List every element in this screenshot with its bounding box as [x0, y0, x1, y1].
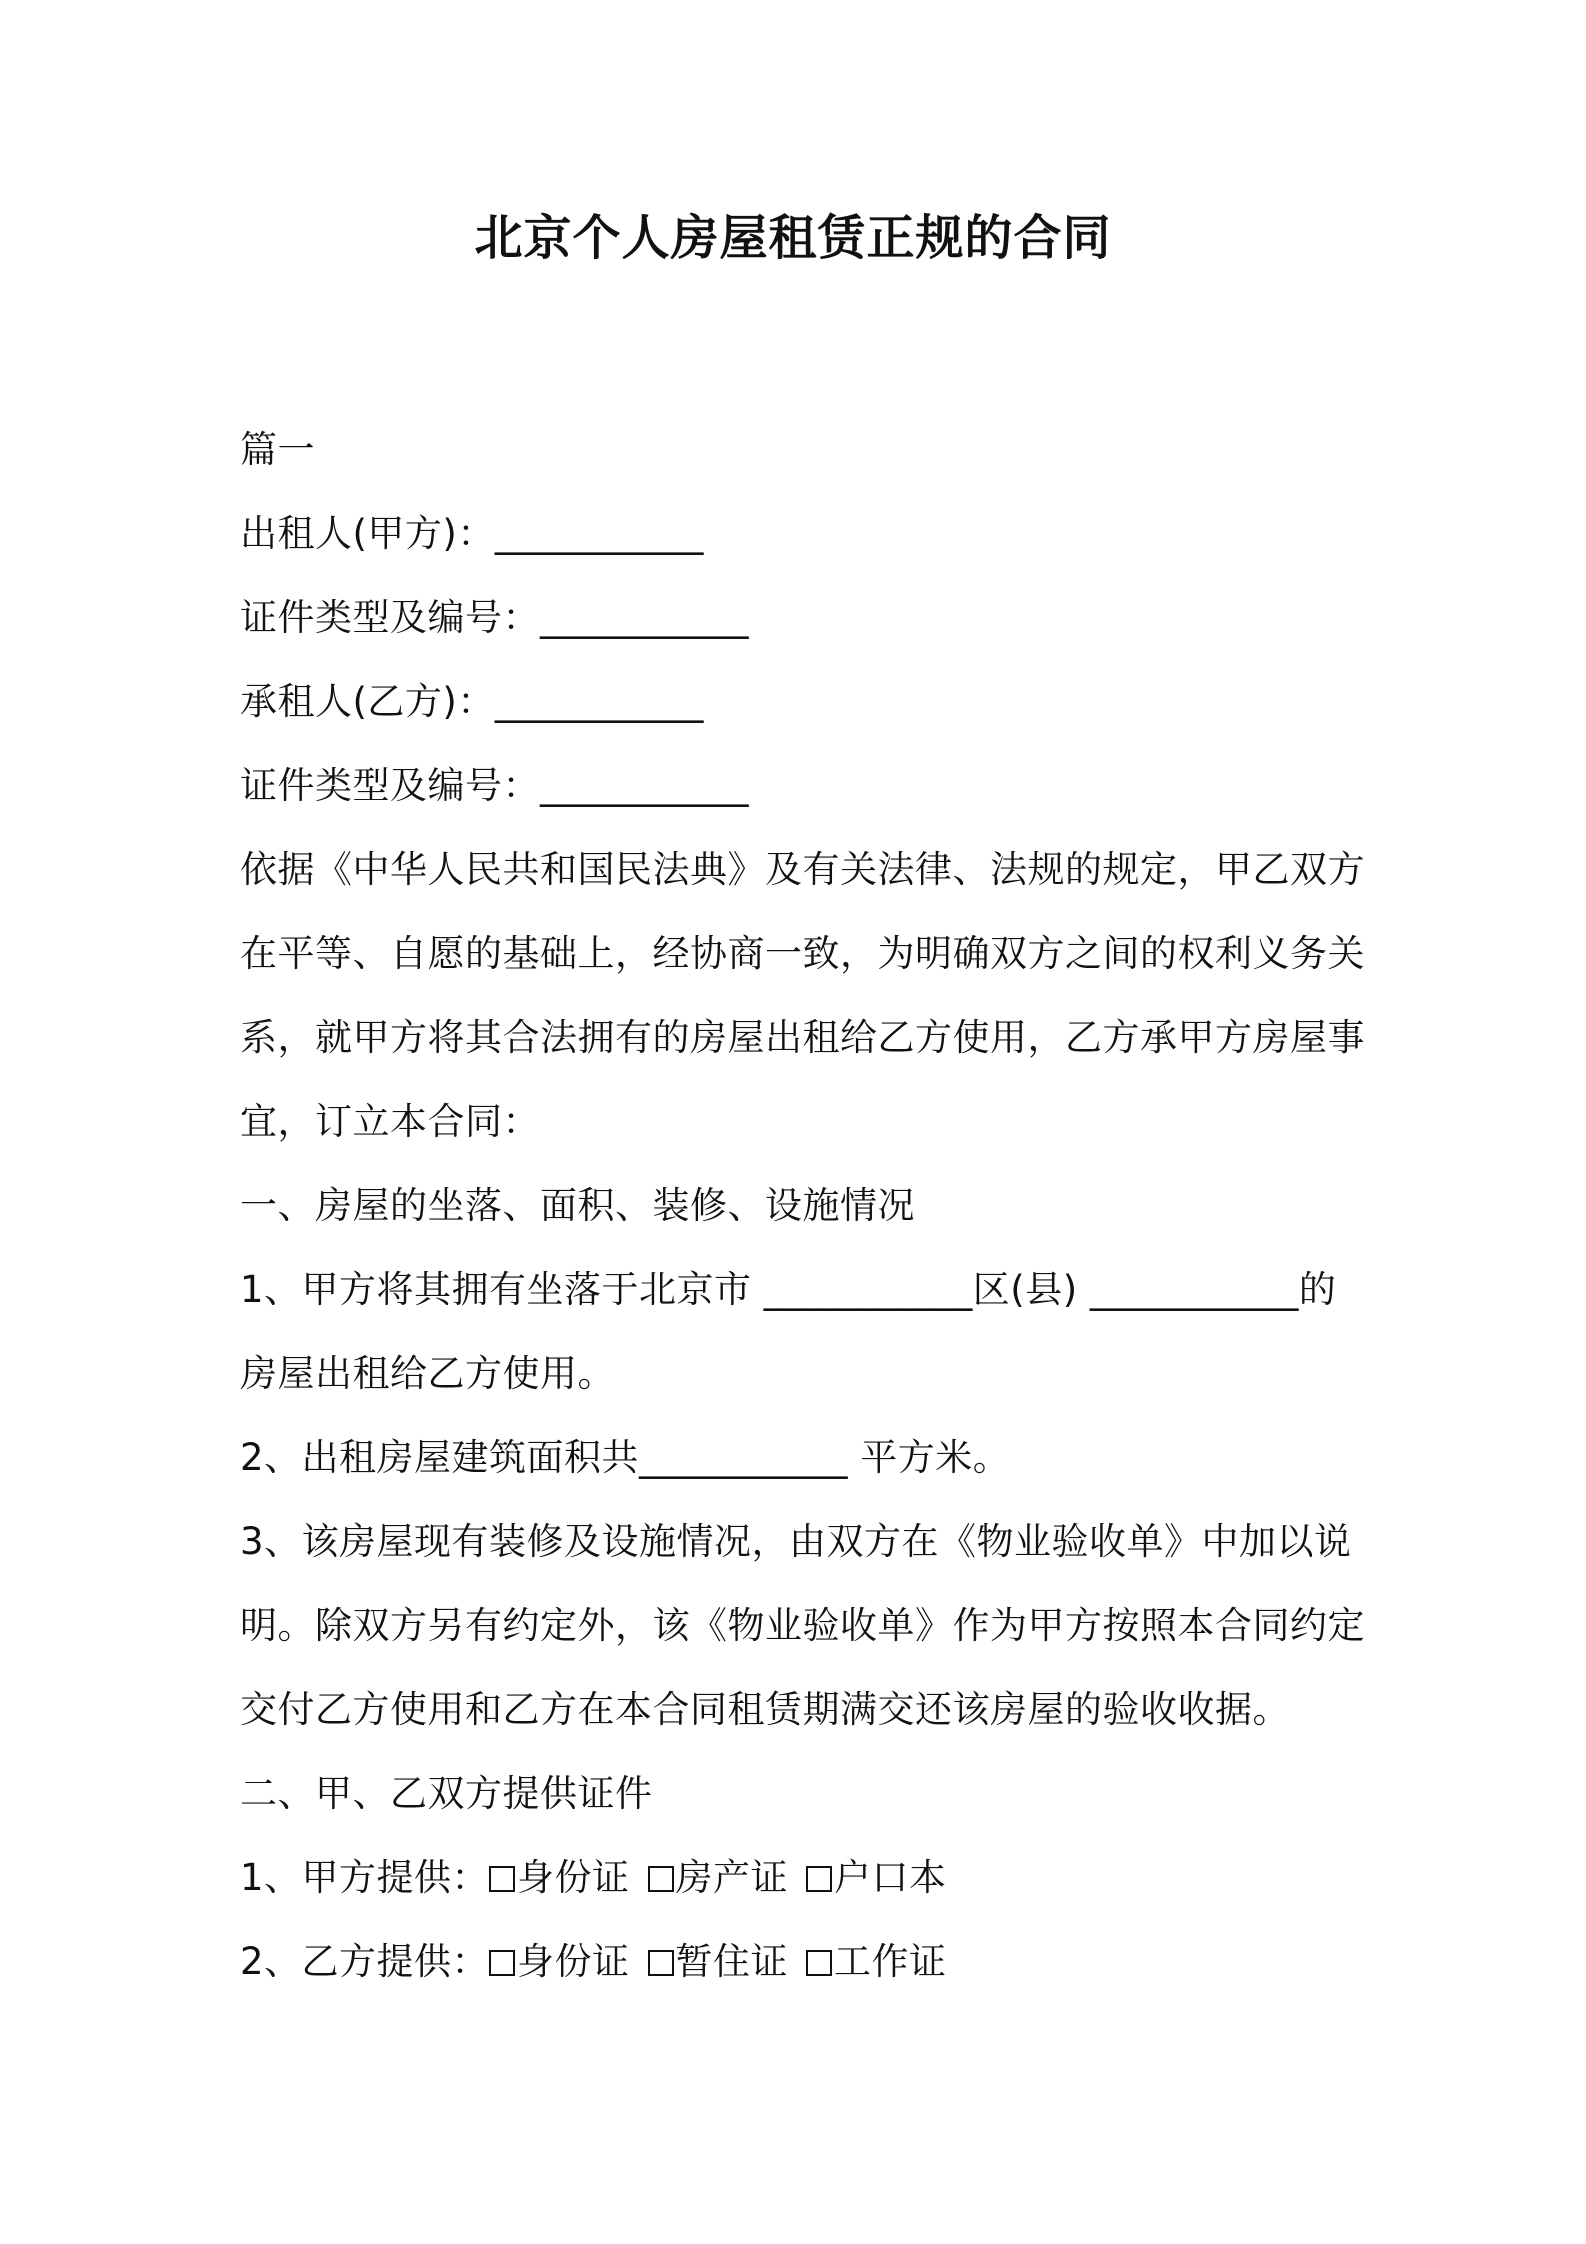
- party-b-documents: [240, 1920, 1352, 2004]
- lessor-field: 出租人(甲方)：___________: [240, 512, 704, 555]
- option-work-permit[interactable]: [806, 1940, 947, 1983]
- party-b-documents-label: 2、乙方提供：: [240, 1940, 490, 1983]
- clause-1-3-line-2: 明。除双方另有约定外，该《物业验收单》作为甲方按照本合同约定: [240, 1604, 1365, 1647]
- clause-1-3-line-3: 交付乙方使用和乙方在本合同租赁期满交还该房屋的验收收据。: [240, 1688, 1290, 1731]
- lessee-field: 承租人(乙方)：___________: [240, 680, 704, 723]
- lessor-id-field: 证件类型及编号：___________: [240, 596, 749, 639]
- option-temporary-residence-permit[interactable]: [648, 1940, 789, 1983]
- clause-1-2: 2、出租房屋建筑面积共___________ 平方米。: [240, 1436, 1011, 1479]
- option-property-certificate[interactable]: [648, 1856, 789, 1899]
- document-body: [240, 408, 1365, 2004]
- checkbox-icon[interactable]: [806, 1866, 832, 1892]
- option-household-register[interactable]: [806, 1856, 947, 1899]
- preamble-line-2: 在平等、自愿的基础上，经协商一致，为明确双方之间的权利义务关: [240, 932, 1365, 975]
- preamble-line-3: 系，就甲方将其合法拥有的房屋出租给乙方使用，乙方承甲方房屋事: [240, 1016, 1365, 1059]
- section-label: 篇一: [240, 428, 315, 471]
- checkbox-icon[interactable]: [648, 1950, 674, 1976]
- party-a-documents-label: 1、甲方提供：: [240, 1856, 490, 1899]
- heading-section-2: 二、甲、乙双方提供证件: [240, 1772, 653, 1815]
- option-id-card-a[interactable]: [489, 1856, 630, 1899]
- clause-1-3-line-1: 3、该房屋现有装修及设施情况，由双方在《物业验收单》中加以说: [240, 1520, 1352, 1563]
- checkbox-icon[interactable]: [489, 1950, 515, 1976]
- checkbox-icon[interactable]: [489, 1866, 515, 1892]
- party-a-documents: [240, 1836, 1352, 1920]
- option-label: 房产证: [675, 1856, 789, 1899]
- lessee-id-field: 证件类型及编号：___________: [240, 764, 749, 807]
- clause-1-1-line-1: 1、甲方将其拥有坐落于北京市 ___________区(县) ___________的: [240, 1268, 1337, 1311]
- option-label: 暂住证: [675, 1940, 789, 1983]
- clause-1-1-line-2: 房屋出租给乙方使用。: [240, 1352, 615, 1395]
- preamble-line-1: 依据《中华人民共和国民法典》及有关法律、法规的规定，甲乙双方: [240, 848, 1365, 891]
- document-title: 北京个人房屋租赁正规的合同: [474, 210, 1112, 266]
- option-label: 身份证: [517, 1856, 630, 1899]
- option-label: 身份证: [517, 1940, 630, 1983]
- preamble-line-4: 宜，订立本合同：: [240, 1100, 540, 1143]
- option-label: 户口本: [834, 1856, 947, 1899]
- option-id-card-b[interactable]: [489, 1940, 630, 1983]
- heading-section-1: 一、房屋的坐落、面积、装修、设施情况: [240, 1184, 915, 1227]
- option-label: 工作证: [834, 1940, 947, 1983]
- checkbox-icon[interactable]: [806, 1950, 832, 1976]
- checkbox-icon[interactable]: [648, 1866, 674, 1892]
